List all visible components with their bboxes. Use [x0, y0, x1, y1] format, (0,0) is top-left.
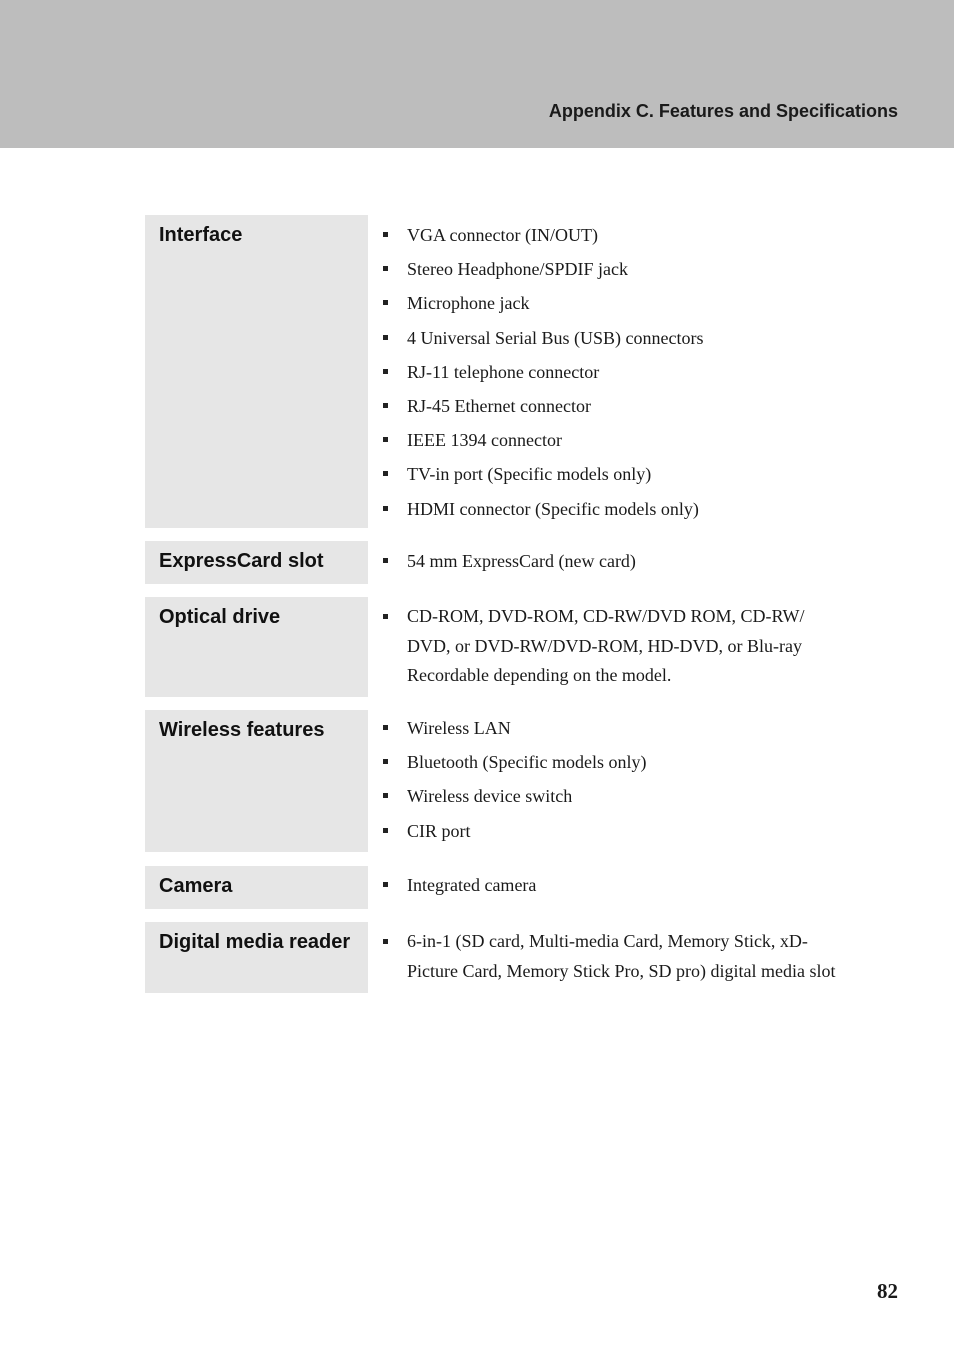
spec-item: HDMI connector (Specific models only) [382, 497, 703, 521]
bullet-icon [383, 614, 388, 619]
spec-label: Wireless features [159, 719, 325, 741]
bullet-icon [383, 335, 388, 340]
spec-label-cell [145, 710, 368, 852]
spec-label-cell [145, 597, 368, 697]
bullet-icon [383, 403, 388, 408]
spec-row-expresscard [145, 541, 905, 584]
bullet-icon [383, 828, 388, 833]
spec-item: 6-in-1 (SD card, Multi-media Card, Memory Stick, xD- Picture Card, Memory Stick Pro, SD pro) digital media slot [382, 927, 835, 986]
spec-label-cell [145, 866, 368, 909]
header-band [0, 0, 954, 148]
spec-item: VGA connector (IN/OUT) [382, 223, 703, 247]
bullet-icon [383, 437, 388, 442]
spec-item: 4 Universal Serial Bus (USB) connectors [382, 326, 703, 350]
bullet-icon [383, 725, 388, 730]
spec-row-wireless [145, 710, 905, 852]
spec-item: RJ-11 telephone connector [382, 360, 703, 384]
spec-item: RJ-45 Ethernet connector [382, 394, 703, 418]
spec-label-cell [145, 922, 368, 993]
spec-item: Wireless LAN [382, 716, 646, 740]
spec-label: ExpressCard slot [159, 550, 324, 572]
page-number: 82 [877, 1279, 898, 1303]
bullet-icon [383, 939, 388, 944]
bullet-icon [383, 759, 388, 764]
spec-item: Microphone jack [382, 291, 703, 315]
spec-label: Interface [159, 224, 243, 246]
spec-row-camera [145, 866, 905, 909]
spec-items [382, 927, 835, 986]
bullet-icon [383, 471, 388, 476]
bullet-icon [383, 558, 388, 563]
spec-item: Integrated camera [382, 873, 536, 897]
bullet-icon [383, 300, 388, 305]
spec-item: IEEE 1394 connector [382, 428, 703, 452]
spec-item: CIR port [382, 819, 646, 843]
bullet-icon [383, 506, 388, 511]
bullet-icon [383, 369, 388, 374]
spec-item: CD-ROM, DVD-ROM, CD-RW/DVD ROM, CD-RW/ DVD, or DVD-RW/DVD-ROM, HD-DVD, or Blu-ray Recordable depending on the model. [382, 602, 805, 691]
spec-label: Camera [159, 875, 233, 897]
spec-row-media-reader [145, 922, 905, 993]
bullet-icon [383, 266, 388, 271]
spec-item: 54 mm ExpressCard (new card) [382, 549, 636, 573]
spec-items [382, 549, 636, 573]
spec-item: Stereo Headphone/SPDIF jack [382, 257, 703, 281]
spec-label-cell [145, 541, 368, 584]
spec-item: TV-in port (Specific models only) [382, 462, 703, 486]
spec-label: Digital media reader [159, 931, 351, 953]
spec-label: Optical drive [159, 606, 281, 628]
chapter-title: Appendix C. Features and Specifications [548, 101, 898, 121]
bullet-icon [383, 232, 388, 237]
spec-label-cell [145, 215, 368, 528]
spec-items [382, 873, 536, 897]
spec-item: Bluetooth (Specific models only) [382, 750, 646, 774]
spec-items [382, 716, 646, 843]
bullet-icon [383, 882, 388, 887]
spec-row-interface [145, 215, 905, 528]
spec-items [382, 223, 703, 521]
spec-row-optical-drive [145, 597, 905, 697]
spec-items [382, 602, 805, 691]
bullet-icon [383, 793, 388, 798]
spec-item: Wireless device switch [382, 784, 646, 808]
